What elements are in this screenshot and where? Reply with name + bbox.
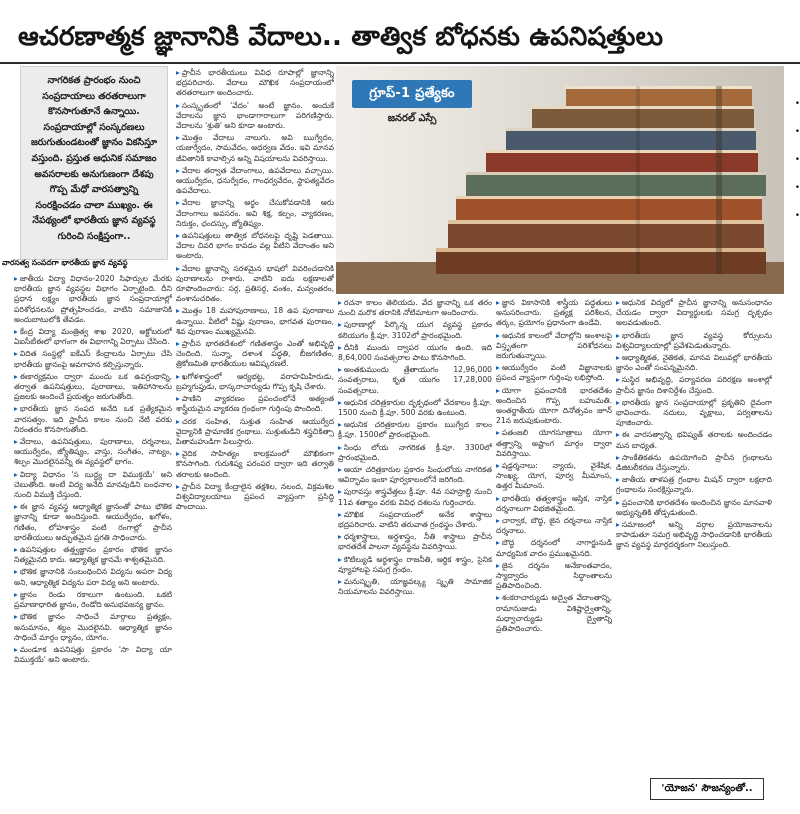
bullet-icon: ▸: [616, 475, 620, 485]
paragraph: [14, 274, 172, 325]
paragraph-text: ధర్మశాస్త్రాలు, అర్థశాస్త్రం, నీతి శాస్త్రాలు ప్రాచీన భారతదేశ పాలనా వ్యవస్థను వివరిస్తాయి.: [338, 532, 492, 552]
paragraph: [176, 264, 334, 305]
bullet-icon: ▸: [14, 469, 18, 479]
bullet-icon: ▸: [616, 397, 620, 407]
paragraph-text: వేదాలు, ఉపనిషత్తులు, పురాణాలు, దర్శనాలు, ఆయుర్వేదం, జ్యోతిష్యం, వాస్తు, సంగీతం, నాట్యం, శిల్పం మొదలైనవన్నీ ఈ వ్యవస్థలో భాగం.: [14, 437, 172, 467]
bullet-icon: ▸: [338, 397, 342, 407]
paragraph: [14, 612, 172, 643]
paragraph-text: ఆధునిక విద్యలో ప్రాచీన జ్ఞానాన్ని అనుసంధానం చేయడం ద్వారా విద్యార్థులకు సమగ్ర దృక్పథం అలవడుతుంది.: [616, 298, 772, 328]
bullet-icon: ▸: [176, 449, 180, 459]
paragraph-text: ఆయుర్వేదం వంటి విజ్ఞానాలకు ప్రపంచ వ్యాప్తంగా గుర్తింపు లభిస్తోంది.: [496, 363, 612, 383]
bullet-icon: ▸: [616, 353, 620, 363]
bullet-icon: ▸: [14, 404, 18, 414]
bullet-icon: ▸: [338, 442, 342, 452]
paragraph-text: చరక సంహిత, సుశ్రుత సంహిత ఆయుర్వేద వైద్యానికి ప్రామాణిక గ్రంథాలు. సుశ్రుతుడిని శస్త్రచికిత్సా పితామహుడిగా పిలుస్తారు.: [176, 416, 334, 446]
paragraph: [496, 428, 612, 459]
paragraph: [496, 561, 612, 592]
column-4: [496, 298, 612, 814]
paragraph: [496, 386, 612, 427]
paragraph-text: వేదాల జ్ఞానాన్ని సరళమైన భాషలో వివరించడానికి పురాణాలను రాశారు. వాటిని ఐదు లక్షణాలతో రూపొందించారు: సర్గ, ప్రతిసర్గ, వంశం, మన్వంతరం, వంశానుచరితం.: [176, 263, 334, 304]
paragraph: [616, 375, 772, 395]
paragraph: [338, 365, 492, 396]
paragraph: [338, 443, 492, 463]
paragraph: [338, 420, 492, 440]
bullet-icon: ▸: [176, 339, 180, 349]
bullet-icon: ▸: [338, 420, 342, 430]
bullet-icon: ▸: [496, 330, 500, 340]
bullet-icon: ▸: [616, 452, 620, 462]
paragraph: [338, 487, 492, 507]
paragraph: [338, 510, 492, 530]
paragraph-text: వేదాల జ్ఞానాన్ని అర్థం చేసుకోవడానికి ఆరు వేదాంగాలు అవసరం. అవి శిక్ష, కల్పం, వ్యాకరణం, నిరుక్తం, ఛందస్సు, జ్యోతిష్యం.: [176, 198, 334, 228]
paragraph: [176, 339, 334, 370]
paragraph-text: భౌతిక జ్ఞానం సాధించే మార్గాలు ప్రత్యక్షం, అనుమానం, శబ్దం మొదలైనవి. ఆధ్యాత్మిక జ్ఞానం సాధించే మార్గం ధ్యానం, యోగం.: [14, 612, 172, 642]
paragraph-text: వేదాల తర్వాత వేదాంగాలు, ఉపవేదాలు వచ్చాయి. ఆయుర్వేదం, ధనుర్వేదం, గాంధర్వవేదం, స్థాపత్యవేదం ఉపవేదాలు.: [176, 165, 334, 196]
paragraph-text: భారతీయ జ్ఞాన సంపద అనేది ఒక ప్రత్యేకమైన వారసత్వం. ఇది ప్రాచీన కాలం నుంచి నేటి వరకు నిరంతరం కొనసాగుతోంది.: [14, 404, 172, 434]
paragraph-text: కేంద్ర విద్యా మంత్రిత్వ శాఖ 2020, అక్టోబరులో ఏఐసీటీఈలో భాగంగా ఈ విభాగాన్ని ఏర్పాటు చేసింది.: [14, 327, 172, 347]
paragraph: [14, 437, 172, 468]
paragraph: [14, 590, 172, 610]
bullet-icon: ▸: [338, 465, 342, 475]
bullet-icon: ▸: [14, 274, 18, 283]
bullet-icon: ▸: [338, 554, 342, 564]
paragraph-text: ప్రపంచానికి భారతదేశం అందించిన జ్ఞానం మానవాళి అభ్యున్నతికి తోడ్పడుతుంది.: [616, 497, 772, 517]
paragraph: [176, 372, 334, 392]
paragraph-text: సాంకేతికతను ఉపయోగించి ప్రాచీన గ్రంథాలను డిజిటలీకరణ చేస్తున్నారు.: [616, 452, 772, 473]
bullet-icon: ▸: [14, 327, 18, 337]
paragraph-text: బౌద్ధ దర్శనంలో నాగార్జునుడి మాధ్యమిక వాదం ప్రముఖమైనది.: [496, 538, 612, 558]
paragraph-text: మొత్తం వేదాలు నాలుగు. అవి ఋగ్వేదం, యజుర్వేదం, సామవేదం, అధర్వణ వేదం. ఇవి మానవ జీవితానికి కావాల్సిన అన్ని విషయాలను వివరిస్తాయి.: [176, 133, 334, 163]
paragraph-text: జ్ఞాన వికాసానికి శాస్త్రీయ పద్ధతులు అనుసరించారు. ప్రత్యక్ష పరిశీలన, తర్కం, ప్రయోగం ప్రధానంగా ఉండేవి.: [496, 298, 612, 328]
paragraph-text: జైన దర్శనం అనేకాంతవాదం, స్యాద్వాదం సిద్ధాంతాలను ప్రతిపాదించింది.: [496, 560, 612, 591]
paragraph-text: ఆధ్యాత్మికత, నైతికత, మానవ విలువల్లో భారతీయ జ్ఞానం ఎంతో సంపన్నమైనది.: [616, 353, 772, 373]
bullet-icon: ▸: [176, 165, 180, 175]
bullet-icon: ▸: [496, 538, 500, 548]
bullet-icon: ▸: [496, 363, 500, 373]
paragraph: [496, 363, 612, 383]
paragraph-text: సుస్థిర అభివృద్ధి, పర్యావరణ పరిరక్షణ అంశాల్లో ప్రాచీన జ్ఞానం దిశానిర్దేశం చేస్తుంది.: [616, 375, 772, 395]
paragraph: [338, 465, 492, 485]
bullet-icon: ▸: [14, 567, 18, 577]
bullet-icon: ▸: [14, 589, 18, 599]
paragraph-text: మౌఖిక సంప్రదాయంలో అనేక శాస్త్రాలు భద్రపరిచారు. వాటిని తరువాత గ్రంథస్థం చేశారు.: [338, 509, 492, 530]
bullet-icon: ▸: [14, 644, 18, 654]
paragraph-text: పతంజలి యోగసూత్రాలు యోగా తత్త్వాన్ని అష్టాంగ మార్గం ద్వారా వివరిస్తాయి.: [496, 428, 612, 458]
paragraph-text: సంస్కృతంలో 'వేదం' అంటే జ్ఞానం. అందుకే వేదాలను జ్ఞాన భాండాగారాలుగా పరిగణిస్తారు. వేదాలను 'శ్రుతి' అని కూడా అంటారు.: [176, 100, 334, 131]
bullet-icon: ▸: [496, 516, 500, 526]
bullet-icon: ▸: [338, 365, 342, 375]
group-1-special-badge: గ్రూప్-1 ప్రత్యేకం: [352, 80, 472, 108]
paragraph: [14, 645, 172, 665]
paragraph-text: విద్యా విధానం 'స బుద్ధ్య దా విముక్తయే' అని చెబుతోంది. అంటే విద్య అనేది మానవుడిని బంధనాల నుంచి విముక్తి చేస్తుంది.: [14, 469, 172, 500]
bullet-icon: ▸: [496, 493, 500, 503]
column-1: [14, 274, 172, 814]
column-3: [338, 298, 492, 814]
paragraph-text: ఈ వారసత్వాన్ని భవిష్యత్ తరాలకు అందించడం మన బాధ్యత.: [616, 430, 772, 450]
paragraph: [338, 555, 492, 575]
paragraph: [616, 331, 772, 351]
paragraph: [14, 470, 172, 501]
paragraph: [496, 516, 612, 536]
paragraph: [176, 133, 334, 164]
bullet-icon: ▸: [496, 385, 500, 395]
paragraph-text: ఈ జ్ఞాన వ్యవస్థ ఆధ్యాత్మిక జ్ఞానంతో పాటు భౌతిక జ్ఞానాన్ని కూడా అందిస్తుంది. ఆయుర్వేదం, ఖగోళం, గణితం, లోహశాస్త్రం వంటి రంగాల్లో ప్రాచీన భారతీయులు అద్భుతమైన ప్రగతి సాధించారు.: [14, 502, 172, 542]
edge-bullet-icon: [794, 188, 800, 194]
bullet-icon: ▸: [176, 198, 180, 208]
paragraph-text: అంతకుముందు త్రేతాయుగం 12,96,000 సంవత్సరాలు, కృత యుగం 17,28,000 సంవత్సరాలు.: [338, 365, 492, 395]
paragraph: [616, 298, 772, 329]
bullet-icon: ▸: [14, 349, 18, 359]
bullet-icon: ▸: [176, 68, 180, 77]
bullet-icon: ▸: [176, 231, 180, 241]
paragraph-text: మనుస్మృతి, యాజ్ఞవల్క్య స్మృతి సామాజిక నియమాలను వివరిస్తాయి.: [338, 577, 492, 597]
bullet-icon: ▸: [14, 371, 18, 381]
paragraph-text: మండూక ఉపనిషత్తు ప్రకారం 'సా విద్యా యా విముక్తయే' అని అంటారు.: [14, 644, 172, 665]
bullet-icon: ▸: [338, 532, 342, 542]
edge-bullet-icon: [794, 160, 800, 166]
bullet-icon: ▸: [496, 428, 500, 438]
paragraph-text: విదిత సంస్థల్లో ఐకేఎస్ కేంద్రాలను ఏర్పాటు చేసి భారతీయ జ్ఞానంపై అవగాహన కల్పిస్తున్నారు.: [14, 349, 172, 369]
bullet-icon: ▸: [176, 481, 180, 491]
paragraph: [14, 327, 172, 347]
bullet-icon: ▸: [496, 560, 500, 570]
paragraph: [616, 353, 772, 373]
paragraph: [616, 520, 772, 551]
paragraph-text: జ్ఞానం రెండు రకాలుగా ఉంటుంది. ఒకటి ప్రమాణాధారిత జ్ఞానం, రెండోది అనుభవజన్య జ్ఞానం.: [14, 589, 172, 610]
paragraph: [616, 430, 772, 450]
paragraph: [496, 331, 612, 362]
column-2: [176, 68, 334, 814]
paragraph-text: ఈకార్యక్రమం ద్వారా ముందు ఒక ఉపగ్రంథాన్ని, తర్వాత ఉపనిషత్తులు, పురాణాలు, ఇతిహాసాలను ప్రజలకు అందించే ప్రయత్నం జరుగుతోంది.: [14, 371, 172, 402]
paragraph-text: భౌతిక జ్ఞానానికి సంబంధించిన విద్యను అపరా విద్య అని, ఆధ్యాత్మిక విద్యను పరా విద్య అని అంటారు.: [14, 567, 172, 587]
paragraph-text: ఆధునిక కాలంలో వేదాల్లోని అంశాలపై విస్తృతంగా పరిశోధనలు జరుగుతున్నాయి.: [496, 330, 612, 361]
edge-bullet-icon: [794, 132, 800, 138]
paragraph-text: జాతీయ విద్యా విధానం-2020 సిఫార్సుల మేరకు భారతీయ జ్ఞాన వ్యవస్థల విభాగం ఏర్పాటైంది. దీని ప్రధాన లక్ష్యం భారతీయ జ్ఞాన సంప్రదాయాల్లో పరిశోధనలను ప్రోత్సహించడం, వాటిని సమాజానికి అందుబాటులోకి తేవడం.: [14, 274, 172, 324]
paragraph-text: దీనికి ముందు ద్వాపర యుగం ఉంది. ఇది 8,64,000 సంవత్సరాల పాటు కొనసాగింది.: [338, 342, 492, 363]
bullet-icon: ▸: [176, 133, 180, 143]
paragraph-text: పురావస్తు శాస్త్రవేత్తలు క్రీ.పూ. 4వ సహస్రాబ్ది నుంచి 11వ శతాబ్దం వరకు వివిధ దశలను గుర్తించారు.: [338, 487, 492, 507]
bullet-icon: ▸: [176, 306, 180, 316]
edge-bullet-icon: [794, 216, 800, 222]
paragraph: [338, 577, 492, 597]
bullet-icon: ▸: [616, 430, 620, 440]
paragraph: [176, 482, 334, 513]
paragraph-text: కౌటిల్యుడి అర్థశాస్త్రం రాజనీతి, ఆర్థిక శాస్త్రం, సైనిక వ్యూహాలపై సమగ్ర గ్రంథం.: [338, 554, 492, 574]
bullet-icon: ▸: [176, 100, 180, 110]
paragraph: [496, 298, 612, 329]
paragraph-text: ఉపనిషత్తుల తత్త్వజ్ఞానం ప్రకారం భౌతిక జ్ఞానం నిత్యమైనది కాదు. ఆధ్యాత్మిక జ్ఞానమే శాశ్వతమైనది.: [14, 545, 172, 565]
headline: ఆచరణాత్మక జ్ఞానానికి వేదాలు.. తాత్విక బోధనకు ఉపనిషత్తులు: [18, 22, 664, 52]
paragraph-text: ప్రాచీన భారతీయులు వివిధ రూపాల్లో జ్ఞానాన్ని భద్రపరిచారు. వేదాలు మౌఖిక సంప్రదాయంలో తరతరాలుగా అందించారు.: [176, 68, 334, 98]
bullet-icon: ▸: [338, 298, 342, 307]
paragraph-text: షడ్దర్శనాలు: న్యాయ, వైశేషిక, సాంఖ్య, యోగ, పూర్వ మీమాంస, ఉత్తర మీమాంస.: [496, 461, 612, 491]
paragraph: [14, 502, 172, 543]
bullet-icon: ▸: [176, 263, 180, 273]
bullet-icon: ▸: [616, 375, 620, 385]
paragraph: [616, 475, 772, 495]
bullet-icon: ▸: [616, 330, 620, 340]
paragraph: [176, 101, 334, 132]
bullet-icon: ▸: [338, 342, 342, 352]
paragraph-text: ప్రాచీన విద్యా కేంద్రాలైన తక్షశిల, నలంద, విక్రమశిల విశ్వవిద్యాలయాలు ప్రపంచ వ్యాప్తంగా ప్రసిద్ధి పొందాయి.: [176, 481, 334, 512]
paragraph-text: చార్వాక, బౌద్ధ, జైన దర్శనాలు నాస్తిక దర్శనాలు.: [496, 516, 612, 536]
paragraph: [176, 394, 334, 414]
paragraph: [616, 498, 772, 518]
column-5: [616, 298, 772, 774]
paragraph: [496, 593, 612, 634]
paragraph-text: ఖగోళశాస్త్రంలో ఆర్యభట్ట, వరాహమిహిరుడు, బ్రహ్మగుప్తుడు, భాస్కరాచార్యుడు గొప్ప కృషి చేశారు.: [176, 371, 334, 391]
paragraph-text: మొత్తం 18 మహాపురాణాలు, 18 ఉప పురాణాలు ఉన్నాయి. వీటిలో విష్ణు పురాణం, భాగవత పురాణం, శివ పురాణం ముఖ్యమైనవి.: [176, 306, 334, 336]
bullet-icon: ▸: [14, 612, 18, 622]
paragraph: [14, 404, 172, 435]
column-1-heading: [2, 258, 172, 274]
bullet-icon: ▸: [14, 545, 18, 555]
paragraph: [14, 372, 172, 403]
paragraph: [496, 538, 612, 558]
bullet-icon: ▸: [616, 298, 620, 307]
paragraph-text: భారతీయ జ్ఞాన సంప్రదాయాల్లో ప్రకృతిని దైవంగా భావించారు. నదులు, వృక్షాలు, పర్వతాలను పూజించారు.: [616, 397, 772, 428]
paragraph: [496, 494, 612, 514]
bullet-icon: ▸: [616, 497, 620, 507]
paragraph: [338, 298, 492, 318]
paragraph-text: శంకరాచార్యుడు అద్వైత వేదాంతాన్ని, రామానుజుడు విశిష్టాద్వైతాన్ని, మధ్వాచార్యుడు ద్వైతాన్ని ప్రతిపాదించారు.: [496, 593, 612, 634]
paragraph: [338, 343, 492, 363]
intro-box: నాగరికత ప్రారంభం నుంచి సంప్రదాయాలు తరతరాలుగా కొనసాగుతూనే ఉన్నాయి. సంప్రదాయాల్లో సంస్కరణలు జరుగుతుండటంతో జ్ఞానం వికసిస్తూ వస్తుంది. ప్రస్తుత ఆధునిక సమాజం అవసరాలకు అనుగుణంగా దేశపు గొప్ప మేధో వారసత్వాన్ని సంరక్షించడం చాలా ముఖ్యం. ఈ నేపథ్యంలో భారతీయ జ్ఞాన వ్యవస్థ గురించి సంక్షిప్తంగా..: [20, 66, 168, 260]
bullet-icon: ▸: [338, 509, 342, 519]
paragraph: [176, 231, 334, 262]
bullet-icon: ▸: [176, 371, 180, 381]
paragraph: [338, 398, 492, 418]
paragraph-text: వైదిక సాహిత్యం కాలక్రమంలో మౌఖికంగా కొనసాగింది. గురుశిష్య పరంపర ద్వారా ఇది తర్వాతి తరాలకు అందింది.: [176, 449, 334, 479]
section-heading: వారసత్వ సంపదగా భారతీయ జ్ఞాన వ్యవస్థ: [2, 258, 128, 267]
paragraph-text: ఆధునిక చరిత్రకారుల దృక్పథంలో వేదకాలం క్రీ.పూ. 1500 నుంచి క్రీ.పూ. 500 వరకు ఉంటుంది.: [338, 397, 492, 418]
paragraph: [496, 461, 612, 492]
paragraph-text: జాతీయ తాళపత్ర గ్రంథాల మిషన్ ద్వారా లక్షలాది గ్రంథాలను సంరక్షిస్తున్నారు.: [616, 475, 772, 495]
paragraph: [338, 320, 492, 340]
paragraph: [176, 417, 334, 448]
bullet-icon: ▸: [496, 298, 500, 307]
paragraph: [14, 567, 172, 587]
paragraph: [616, 398, 772, 429]
badge-subtitle: జనరల్ ఎస్సే: [387, 113, 437, 124]
headline-rule: [0, 62, 800, 64]
bullet-icon: ▸: [14, 437, 18, 447]
paragraph-text: రచనా కాలం తెలియదు. వేద జ్ఞానాన్ని ఒక తరం నుంచి మరొక తరానికి నోటిమాటగా అందించారు.: [338, 298, 492, 318]
bullet-icon: ▸: [496, 461, 500, 471]
paragraph-text: భారతీయ జ్ఞాన వ్యవస్థ కోర్సులను విశ్వవిద్యాలయాల్లో ప్రవేశపెడుతున్నారు.: [616, 330, 772, 350]
paragraph-text: యోగా ప్రపంచానికి భారతదేశం అందించిన గొప్ప బహుమతి. అంతర్జాతీయ యోగా దినోత్సవం జూన్ 21న జరుపుకుంటారు.: [496, 385, 612, 426]
paragraph: [616, 453, 772, 473]
bullet-icon: ▸: [176, 394, 180, 404]
paragraph: [176, 68, 334, 99]
paragraph-text: సింధు లోయ నాగరికత క్రీ.పూ. 3300లో ప్రారంభమైంది.: [338, 442, 492, 462]
paragraph-text: ఉపనిషత్తులు తాత్విక బోధనలపై దృష్టి పెడతాయి. వేదాల చివరి భాగం కావడం వల్ల వీటిని వేదాంతం అని అంటారు.: [176, 231, 334, 261]
bullet-icon: ▸: [616, 520, 620, 530]
paragraph: [176, 166, 334, 197]
bullet-icon: ▸: [338, 487, 342, 497]
paragraph-text: ప్రాచీన భారతదేశంలో గణితశాస్త్రం ఎంతో అభివృద్ధి చెందింది. సున్నా, దశాంశ పద్ధతి, బీజగణితం, త్రికోణమితి భారతీయుల ఆవిష్కరణలే.: [176, 339, 334, 369]
bullet-icon: ▸: [14, 502, 18, 512]
source-credit: 'యోజన' సౌజన్యంతో..: [650, 778, 764, 800]
bullet-icon: ▸: [176, 416, 180, 426]
paragraph: [14, 349, 172, 369]
paragraph-text: ఆయా చరిత్రకారుల ప్రకారం సింధులోయ నాగరికత ఆవిర్భావం ఇంకా పూర్వకాలంలోనే జరిగింది.: [338, 465, 492, 485]
paragraph: [176, 306, 334, 337]
edge-bullet-icon: [794, 104, 800, 110]
paragraph-text: సమాజంలో అన్ని వర్గాల ప్రయోజనాలను కాపాడుతూ సమగ్ర అభివృద్ధి సాధించడానికి భారతీయ జ్ఞాన వ్యవస్థ మార్గదర్శకంగా నిలుస్తుంది.: [616, 520, 772, 550]
paragraph-text: భారతీయ తత్వశాస్త్రం ఆస్తిక, నాస్తిక దర్శనాలుగా విభజితమైంది.: [496, 493, 612, 513]
paragraph: [176, 449, 334, 480]
paragraph-text: ఆధునిక చరిత్రకారుల ప్రకారం ఋగ్వేద కాలం క్రీ.పూ. 1500లో ప్రారంభమైంది.: [338, 420, 492, 440]
bullet-icon: ▸: [496, 593, 500, 603]
paragraph: [338, 532, 492, 552]
paragraph-text: పురాణాల్లో పేర్కొన్న యుగ వ్యవస్థ ప్రకారం కలియుగం క్రీ.పూ. 3102లో ప్రారంభమైంది.: [338, 320, 492, 340]
bullet-icon: ▸: [338, 577, 342, 587]
paragraph-text: పాణిని వ్యాకరణం ప్రపంచంలోనే అత్యంత శాస్త్రీయమైన వ్యాకరణ గ్రంథంగా గుర్తింపు పొందింది.: [176, 394, 334, 414]
paragraph: [14, 545, 172, 565]
bullet-icon: ▸: [338, 320, 342, 330]
paragraph: [176, 198, 334, 229]
